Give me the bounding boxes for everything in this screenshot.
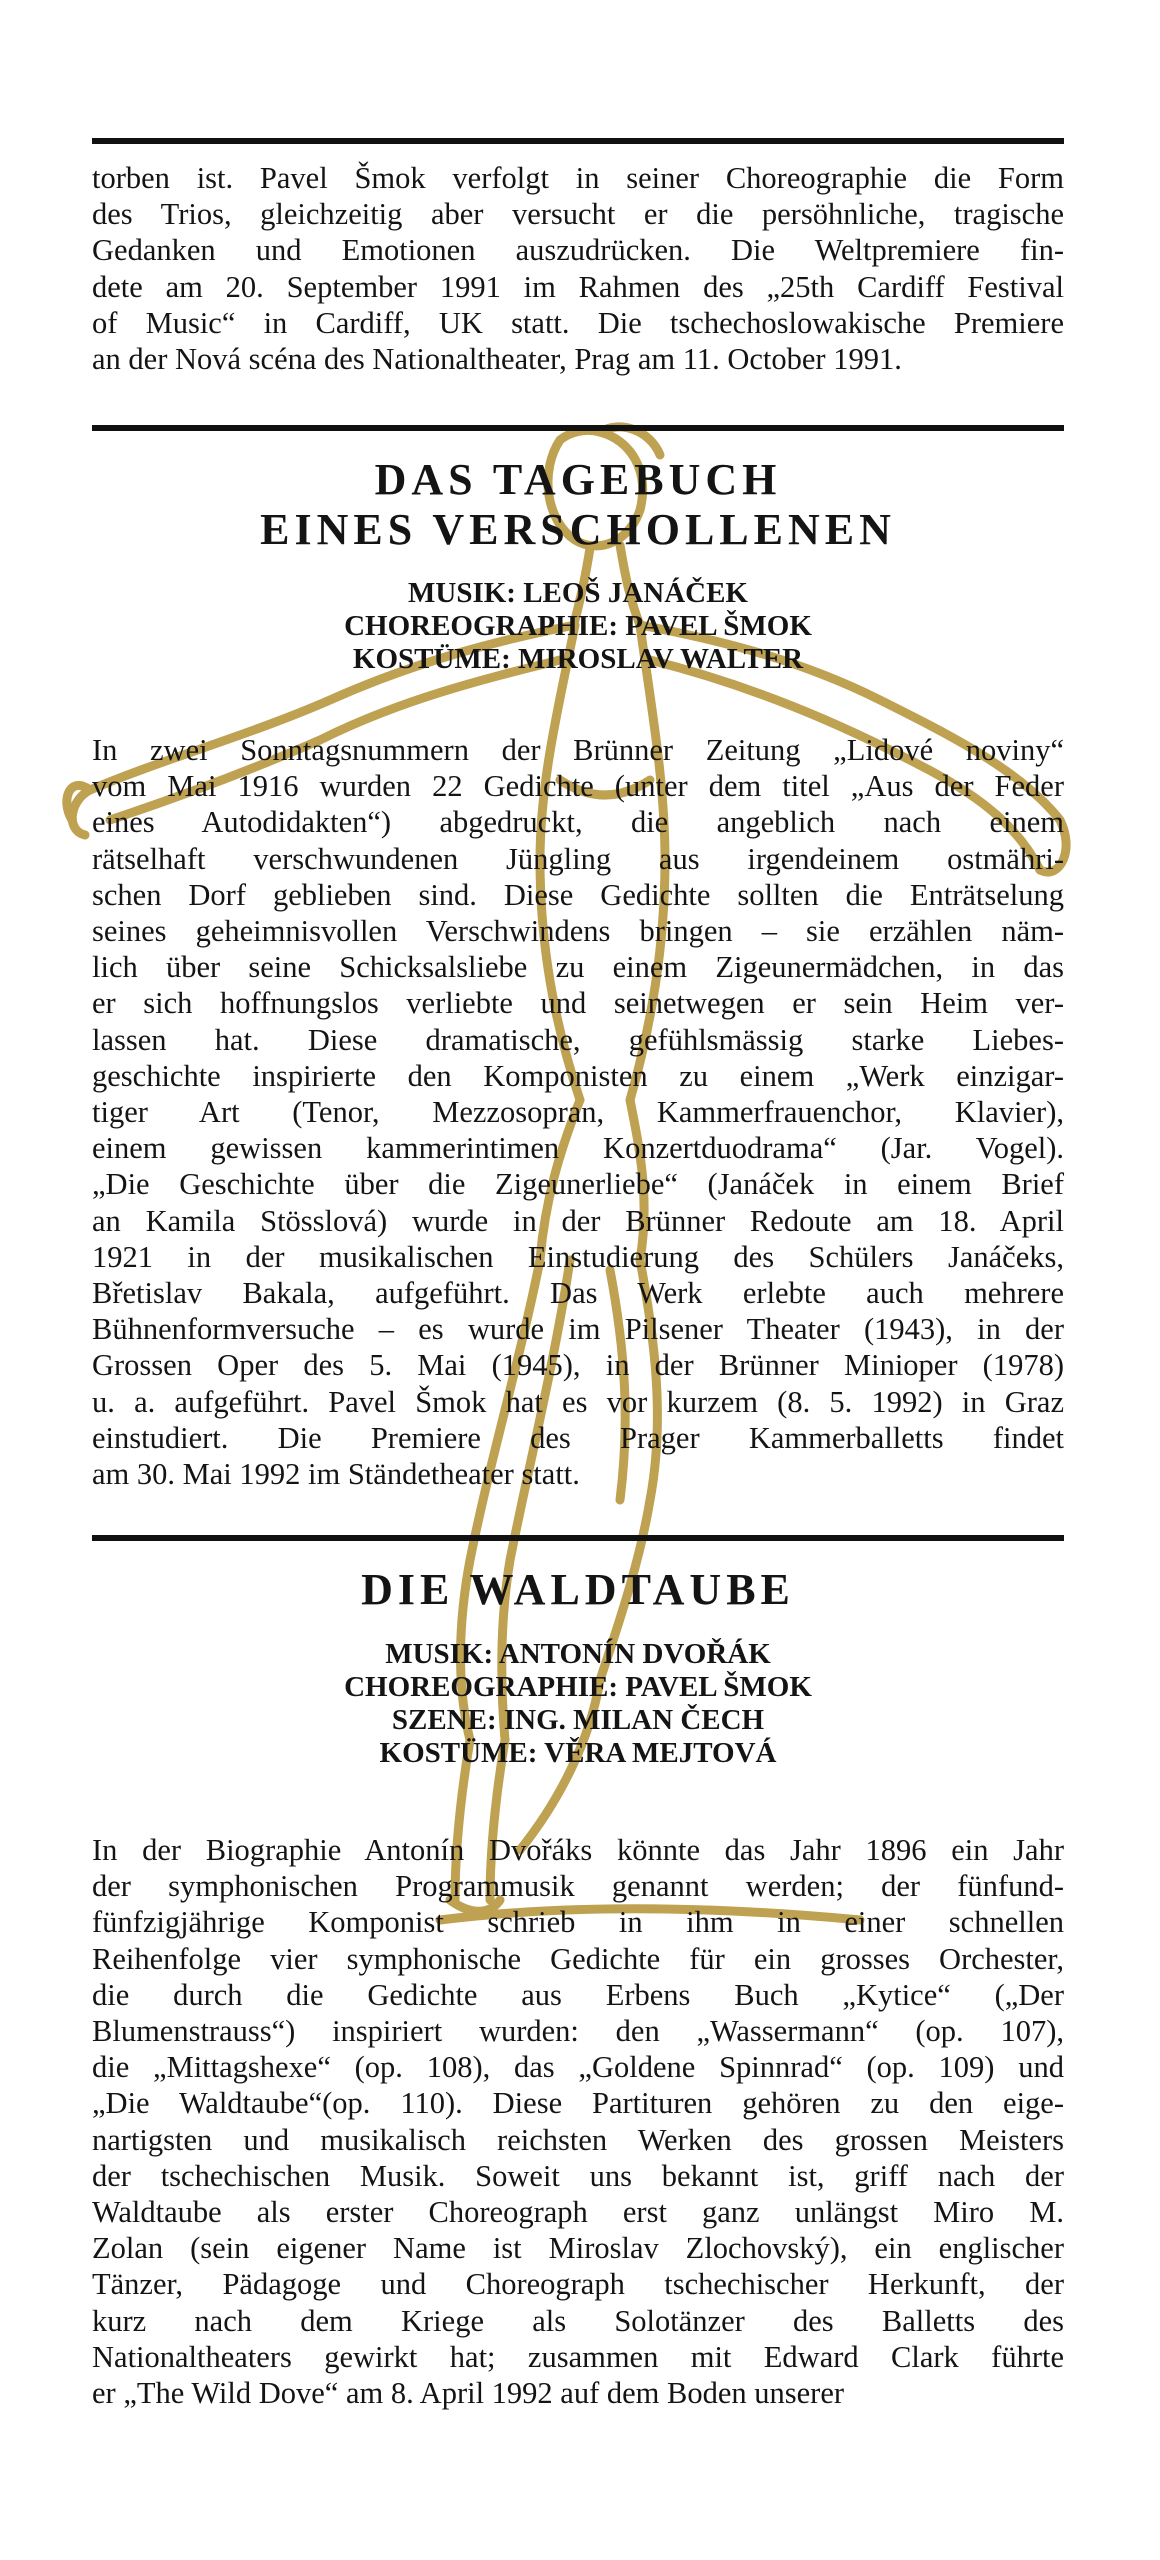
text-line: nartigsten und musikalisch reichsten Werken des grossen Meisters	[92, 2122, 1064, 2157]
text-line: schen Dorf geblieben sind. Diese Gedichte sollten die Enträtselung	[92, 877, 1064, 912]
text-line: des Trios, gleichzeitig aber versucht er die persöhnliche, tragische	[92, 197, 1064, 232]
text-line: In zwei Sonntagsnummern der Brünner Zeitung „Lidové noviny“	[92, 733, 1064, 767]
text-line: Tänzer, Pädagoge und Choreograph tschechischer Herkunft, der	[92, 2267, 1064, 2302]
text-line: seines geheimnisvollen Verschwindens bringen – sie erzählen näm-	[92, 914, 1064, 949]
text-line: Břetislav Bakala, aufgeführt. Das Werk erlebte auch mehrere	[92, 1276, 1064, 1311]
top-divider	[92, 138, 1064, 144]
credit-choreography: CHOREOGRAPHIE: PAVEL ŠMOK	[344, 1671, 812, 1703]
text-line: Blumenstrauss“) inspiriert wurden: den „Wassermann“ (op. 107),	[92, 2014, 1064, 2049]
credit-choreography: CHOREOGRAPHIE: PAVEL ŠMOK	[344, 610, 812, 642]
text-line: torben ist. Pavel Šmok verfolgt in seiner Choreographie die Form	[92, 161, 1064, 195]
text-line: Zolan (sein eigener Name ist Miroslav Zlochovský), ein englischer	[92, 2231, 1064, 2266]
text-line: fünfzigjährige Komponist schrieb in ihm in einer schnellen	[92, 1905, 1064, 1940]
text-line: lich über seine Schicksalsliebe zu einem Zigeunermädchen, in das	[92, 950, 1064, 985]
text-line: einem gewissen kammerintimen Konzertduodrama“ (Jar. Vogel).	[92, 1131, 1064, 1166]
text-line: die „Mittagshexe“ (op. 108), das „Goldene Spinnrad“ (op. 109) und	[92, 2050, 1064, 2085]
text-line: an der Nová scéna des Nationaltheater, Prag am 11. October 1991.	[92, 342, 902, 377]
text-line: Nationaltheaters gewirkt hat; zusammen mit Edward Clark führte	[92, 2339, 1064, 2374]
text-line: 1921 in der musikalischen Einstudierung des Schülers Janáčeks,	[92, 1239, 1064, 1274]
section-title-tagebuch	[92, 455, 1064, 555]
credit-music: MUSIK: LEOŠ JANÁČEK	[408, 577, 748, 609]
section-divider-tagebuch	[92, 425, 1064, 431]
title-line-2: EINES VERSCHOLLENEN	[260, 505, 896, 554]
title-line-1: DAS TAGEBUCH	[374, 455, 782, 504]
text-line: eines Autodidakten“) abgedruckt, die angeblich nach einem	[92, 805, 1064, 840]
text-line: Waldtaube als erster Choreograph erst ganz unlängst Miro M.	[92, 2195, 1064, 2230]
waldtaube-paragraph	[92, 1832, 1064, 2411]
text-line: die durch die Gedichte aus Erbens Buch „Kytice“ („Der	[92, 1977, 1064, 2012]
credits-tagebuch	[92, 577, 1064, 676]
section-divider-waldtaube	[92, 1535, 1064, 1541]
text-line: geschichte inspirierte den Komponisten zu einem „Werk einzigar-	[92, 1058, 1064, 1093]
intro-paragraph	[92, 160, 1064, 377]
section-title-waldtaube	[92, 1565, 1064, 1615]
tagebuch-paragraph	[92, 732, 1064, 1492]
text-line: einstudiert. Die Premiere des Prager Kammerballetts findet	[92, 1420, 1064, 1455]
credits-waldtaube	[92, 1638, 1064, 1770]
credit-music: MUSIK: ANTONÍN DVOŘÁK	[385, 1638, 771, 1670]
text-line: Reihenfolge vier symphonische Gedichte für ein grosses Orchester,	[92, 1941, 1064, 1976]
text-line: Grossen Oper des 5. Mai (1945), in der Brünner Minioper (1978)	[92, 1348, 1064, 1383]
text-line: „Die Waldtaube“(op. 110). Diese Partituren gehören zu den eige-	[92, 2086, 1064, 2121]
text-line: lassen hat. Diese dramatische, gefühlsmässig starke Liebes-	[92, 1022, 1064, 1057]
text-line: der tschechischen Musik. Soweit uns bekannt ist, griff nach der	[92, 2158, 1064, 2193]
text-line: an Kamila Stösslová) wurde in der Brünner Redoute am 18. April	[92, 1203, 1064, 1238]
credit-costumes: KOSTÜME: VĚRA MEJTOVÁ	[379, 1737, 777, 1769]
credit-scene: SZENE: ING. MILAN ČECH	[391, 1704, 765, 1736]
text-line: Bühnenformversuche – es wurde im Pilsener Theater (1943), in der	[92, 1312, 1064, 1347]
text-line: der symphonischen Programmusik genannt werden; der fünfund-	[92, 1869, 1064, 1904]
text-line: er sich hoffnungslos verliebte und seinetwegen er sein Heim ver-	[92, 986, 1064, 1021]
text-line: dete am 20. September 1991 im Rahmen des „25th Cardiff Festival	[92, 269, 1064, 304]
text-line: tiger Art (Tenor, Mezzosopran, Kammerfrauenchor, Klavier),	[92, 1095, 1064, 1130]
text-line: of Music“ in Cardiff, UK statt. Die tschechoslowakische Premiere	[92, 305, 1064, 340]
text-line: „Die Geschichte über die Zigeunerliebe“ (Janáček in einem Brief	[92, 1167, 1064, 1202]
credit-costumes: KOSTÜME: MIROSLAV WALTER	[352, 643, 804, 675]
text-line: er „The Wild Dove“ am 8. April 1992 auf dem Boden unserer	[92, 2376, 845, 2411]
text-line: rätselhaft verschwundenen Jüngling aus irgendeinem ostmähri-	[92, 841, 1064, 876]
text-line: vom Mai 1916 wurden 22 Gedichte (unter dem titel „Aus der Feder	[92, 769, 1064, 804]
text-line: Gedanken und Emotionen auszudrücken. Die Weltpremiere fin-	[92, 233, 1064, 268]
text-line: In der Biographie Antonín Dvořáks könnte das Jahr 1896 ein Jahr	[92, 1833, 1064, 1867]
text-line: kurz nach dem Kriege als Solotänzer des Balletts des	[92, 2303, 1064, 2338]
text-line: u. a. aufgeführt. Pavel Šmok hat es vor kurzem (8. 5. 1992) in Graz	[92, 1384, 1064, 1419]
title-line: DIE WALDTAUBE	[361, 1565, 795, 1614]
text-line: am 30. Mai 1992 im Ständetheater statt.	[92, 1457, 580, 1492]
